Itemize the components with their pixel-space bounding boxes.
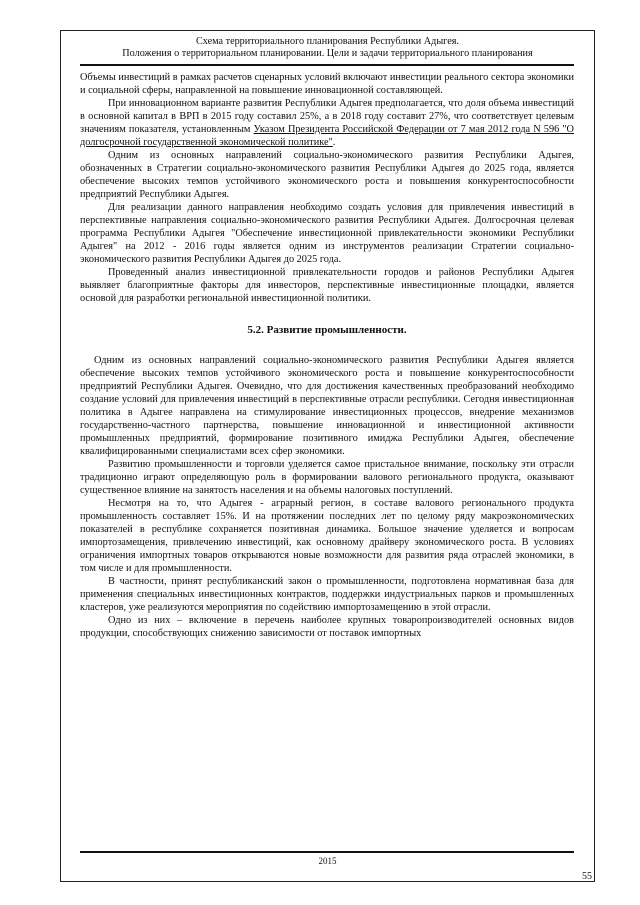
header-title: Схема территориального планирования Республики Адыгея. xyxy=(196,36,459,47)
paragraph: Объемы инвестиций в рамках расчетов сценарных условий включают инвестиции реального сектора экономики и социальной сферы, направленной на повышение инновационной составляющей. xyxy=(80,72,574,96)
page-number: 55 xyxy=(582,871,592,882)
paragraph: Одно из них – включение в перечень наиболее крупных товаропроизводителей основных видов продукции, способствующих снижению зависимости от поставок импортных xyxy=(80,615,574,639)
paragraph xyxy=(80,97,574,149)
footer-divider xyxy=(80,851,574,853)
header-divider xyxy=(80,64,574,66)
paragraph-text: При инновационном варианте развития Республики Адыгея предполагается, что доля объема инвестиций в основной капитал в ВРП в 2015 году составил 25%, а в 2018 году составит 27%, что соответствует целевым значениям показателя, установленным xyxy=(80,98,574,135)
paragraph: Одним из основных направлений социально-экономического развития Республики Адыгея является обеспечение высоких темпов устойчивого экономического роста и повышение конкурентоспособности предприятий Республики Адыгея. Очевидно, что для достижения качественных преобразований необходимо создание условий для привлечения инвестиций в перспективные отрасли республики. Сегодня инвестиционная политика в Адыгее направлена на стимулирование инвестиционных процессов, внедрение механизмов государственно-частного партнерства, повышение инновационной и инвестиционной активности промышленных предприятий, формирование позитивного имиджа Республики Адыгея, обеспечение квалифицированными специалистами всех сфер экономики. xyxy=(80,355,574,457)
decree-link[interactable]: Указом Президента Российской Федерации от 7 мая 2012 года N 596 "О долгосрочной государственной экономической политике" xyxy=(80,124,574,148)
footer-year: 2015 xyxy=(318,856,337,866)
paragraph-text-end: . xyxy=(332,137,336,148)
paragraph: В частности, принят республиканский закон о промышленности, подготовлена нормативная база для применения специальных инвестиционных контрактов, поддержки индустриальных парков и промышленных кластеров, уже реализуются мероприятия по содействию импортозамещению в этой отрасли. xyxy=(80,576,574,613)
section-title: 5.2. Развитие промышленности. xyxy=(247,324,407,336)
header-subtitle: Положения о территориальном планировании. Цели и задачи территориального планирования xyxy=(122,48,533,59)
paragraph: Развитию промышленности и торговли уделяется самое пристальное внимание, поскольку эти отрасли традиционно играют определяющую роль в формировании валового регионального продукта, оказывают существенное влияние на занятость населения и на объемы налоговых поступлений. xyxy=(80,459,574,496)
page-header xyxy=(60,36,595,60)
paragraph: Для реализации данного направления необходимо создать условия для привлечения инвестиций в перспективные направления социально-экономического развития Республики Адыгея. Долгосрочная целевая программа Республики Адыгея "Обеспечение инвестиционной привлекательности экономики Республики Адыгея" на 2012 - 2016 годы является одним из инструментов реализации Стратегии социально-экономического развития Республики Адыгея до 2025 года. xyxy=(80,202,574,265)
paragraph: Одним из основных направлений социально-экономического развития Республики Адыгея, обозначенных в Стратегии социально-экономического развития Республики Адыгея до 2025 года, является обеспечение высоких темпов устойчивого экономического роста и повышения конкурентоспособности предприятий Республики Адыгея. xyxy=(80,150,574,200)
paragraph: Проведенный анализ инвестиционной привлекательности городов и районов Республики Адыгея выявляет благоприятные факторы для инвесторов, перспективные инвестиционные площадки, является основой для разработки региональной инвестиционной политики. xyxy=(80,267,574,304)
paragraph: Несмотря на то, что Адыгея - аграрный регион, в составе валового регионального продукта промышленность составляет 15%. И на протяжении последних лет по целому ряду макроэкономических показателей в республике сохраняется позитивная динамика. Большое значение уделяется и вопросам импортозамещения, привлечению инвестиций, как основному драйверу экономического роста. В условиях ограничения импортных товаров открываются новые возможности для развития ряда отраслей экономики, в том числе и для промышленности. xyxy=(80,498,574,574)
document-body xyxy=(80,71,574,640)
